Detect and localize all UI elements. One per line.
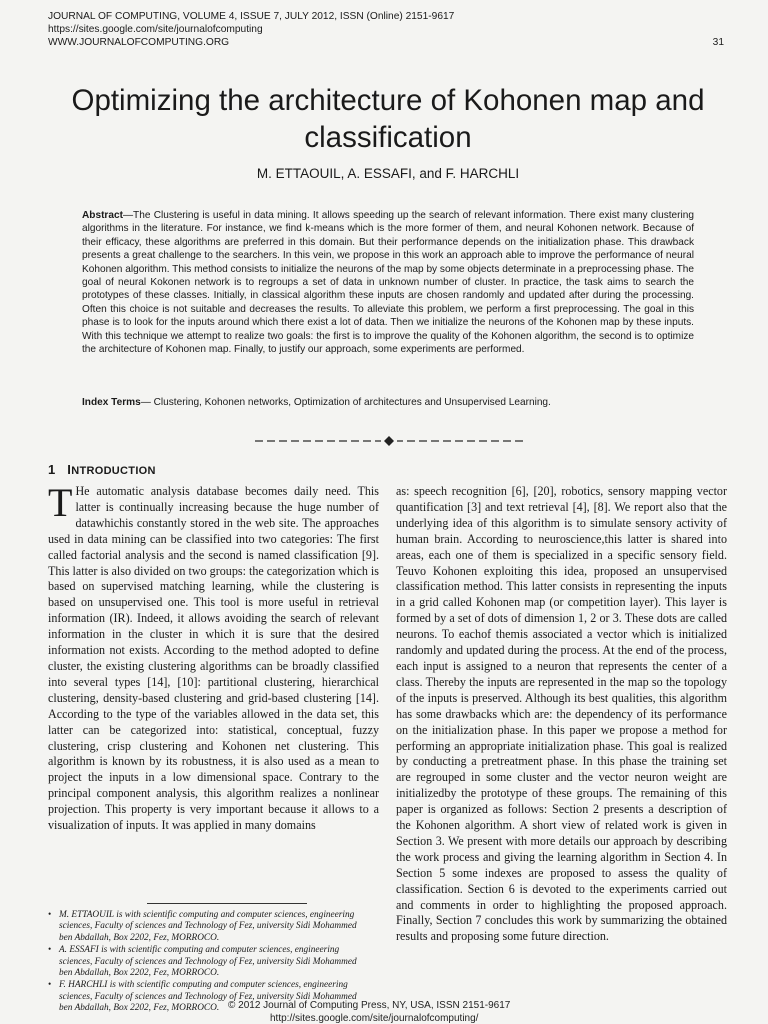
footnote-item: • F. HARCHLI is with scientific computing and computer sciences, engineering sciences, Faculty of sciences and Technology of Fez, university Sidi Mohammed ben Abdallah, Box 2202, Fez, MORROCO. [48, 980, 368, 1014]
running-header [48, 10, 724, 49]
section-title-rest: NTRODUCTION [71, 465, 156, 477]
page-number: 31 [712, 37, 724, 48]
author-list: M. ETTAOUIL, A. ESSAFI, and F. HARCHLI [256, 166, 520, 181]
index-terms-text: — Clustering, Kohonen networks, Optimization of architectures and Unsupervised Learning. [140, 397, 551, 408]
diamond-icon [384, 436, 394, 446]
footnote-item: • A. ESSAFI is with scientific computing and computer sciences, engineering sciences, Faculty of sciences and Technology of Fez, university Sidi Mohammed ben Abdallah, Box 2202, Fez, MORROCO. [48, 945, 368, 979]
abstract-label: Abstract [82, 210, 123, 221]
footnote-rule [147, 903, 307, 904]
footer-url[interactable]: http://sites.google.com/site/journalofcomputing/ [270, 1013, 479, 1024]
paper-title: Optimizing the architecture of Kohonen map and classification [71, 84, 705, 154]
journal-site[interactable]: WWW.JOURNALOFCOMPUTING.ORG [48, 37, 230, 48]
journal-line: JOURNAL OF COMPUTING, VOLUME 4, ISSUE 7, JULY 2012, ISSN (Online) 2151-9617 [48, 11, 455, 22]
index-terms-label: Index Terms [82, 397, 141, 408]
index-terms [82, 396, 694, 409]
copyright-notice: © 2012 Journal of Computing Press, NY, USA, ISSN 2151-9617 [228, 1000, 511, 1011]
abstract-text: —The Clustering is useful in data mining. It allows speeding up the search of relevant information. There exist many clustering algorithms in the literature. For instance, we find k-means which is the more former of them, and neural Kohonen network. Because of their efficacy, these algorithms are preferred in this domain. But their performance depends on the initialization phase. This drawback presents a great challenge to the searchers. In this vein, we propose in this work an approach able to improve the performance of neural Kohonen algorithm. This method consists to initialize the neurons of the map by some objects determinate in a preprocessing phase. The goal of neural Kokonen network is to regroups a set of data in unknown number of cluster. In practice, the task aims to search the prototypes of these classes. Initially, in classical algorithm these inputs are chosen randomly and updated after during the processing. Often this choice is not suitable and decreases the results. To alleviate this problem, we perform a first preprocessing. The goal in this phase is to look for the inputs around which there exist a lot of data. Then we initialize the neurons of the Kohonen map by these inputs. With this technique we attempt to realize two goals: the first is to improve the quality of the Kohonen algorithm, the second is to optimize the architecture of Kohonen map. Finally, to justify our approach, some experiments are performed. [82, 210, 694, 356]
drop-cap: T [48, 480, 73, 525]
body-column-right: as: speech recognition [6], [20], robotics, sensory mapping vector quantification [3] and text retrieval [4], [8]. We report also that the underlying idea of this algorithm is to simulate sensory activity of human brain. According to neuroscience,this latter is shared into areas, each one of them is specialized in a specific sensory field. Teuvo Kohonen exploiting this idea, proposed an unsupervised classification method. This latter consists in representing the inputs in a grid called Kohonen map (or competition layer). This layer is formed by a set of dots of dimension 1, 2 or 3. These dots are called neurons. To eachof themis associated a vector which is initialized randomly and updated during the process. At the end of the process, each input is assigned to a neuron that represents the center of a class. Thereby the inputs are represented in the map so the topology of the inputs is preserved. Although its best qualities, this algorithm has some drawbacks which are: the dependency of its performance on the initialization phase. In this paper we propose a method for performing an appropriate initialization phase. This goal is realized by conducting a pretreatment phase. In this phase the training set are regrouped in some cluster and the vector neuron weight are initializedby the prototype of these groups. The remaining of this paper is organized as follows: Section 2 presents a description of the Kohonen algorithm. A short view of related work is given in Section 3. We present with more details our approach by describing the work process and giving the learning algorithm in Section 4. In Section 5 some indexes are proposed to assess the quality of classification. Section 6 is devoted to the experiments carried out and comments in order to highlighting the proposed approach. Finally, Section 7 concludes this work by summarizing the obtained results and proposing some future direction. [396, 484, 727, 944]
section-number: 1 [48, 462, 56, 477]
body-column-left [48, 480, 379, 834]
footnote-item: • M. ETTAOUIL is with scientific computing and computer sciences, engineering sciences, Faculty of sciences and Technology of Fez, university Sidi Mohammed ben Abdallah, Box 2202, Fez, MORROCO. [48, 910, 368, 944]
section-initial: I [67, 462, 72, 477]
abstract [82, 209, 694, 356]
journal-url[interactable]: https://sites.google.com/site/journalofcomputing [48, 24, 263, 35]
section-heading [48, 462, 156, 477]
column-left-text: He automatic analysis database becomes daily need. This latter is continually increasing because the huge number of datawhichis constantly stored in the web site. The approaches used in data mining can be classified into two categories: The first called factorial analysis and the second is named classification [9]. This latter is also divided on two groups: the categorization which is based on supervised matching learning, while the clustering is based on unsupervised one. This tool is more useful in retrieval information (IR). Indeed, it allows avoiding the search of relevant information in the cluster in which it is sure that the desired information not exists. According to the method adopted to define cluster, the existing clustering algorithms can be broadly classified into several types [14], [10]: partitional clustering, hierarchical clustering, density-based clustering and grid-based clustering [14]. According to the type of the variables allowed in the data set, this latter can be categorized into: statistical, conceptual, fuzzy clustering, crisp clustering and Kohonen net clustering. This algorithm is known by its robustness, it is also used as a mean to project the inputs in a low dimensional space. Contrary to the principal component analysis, this algorithm realizes a nonlinear projection. This property is very important because it allows to a visualization of inputs. It was applied in many domains [48, 484, 379, 833]
section-divider [255, 432, 523, 450]
